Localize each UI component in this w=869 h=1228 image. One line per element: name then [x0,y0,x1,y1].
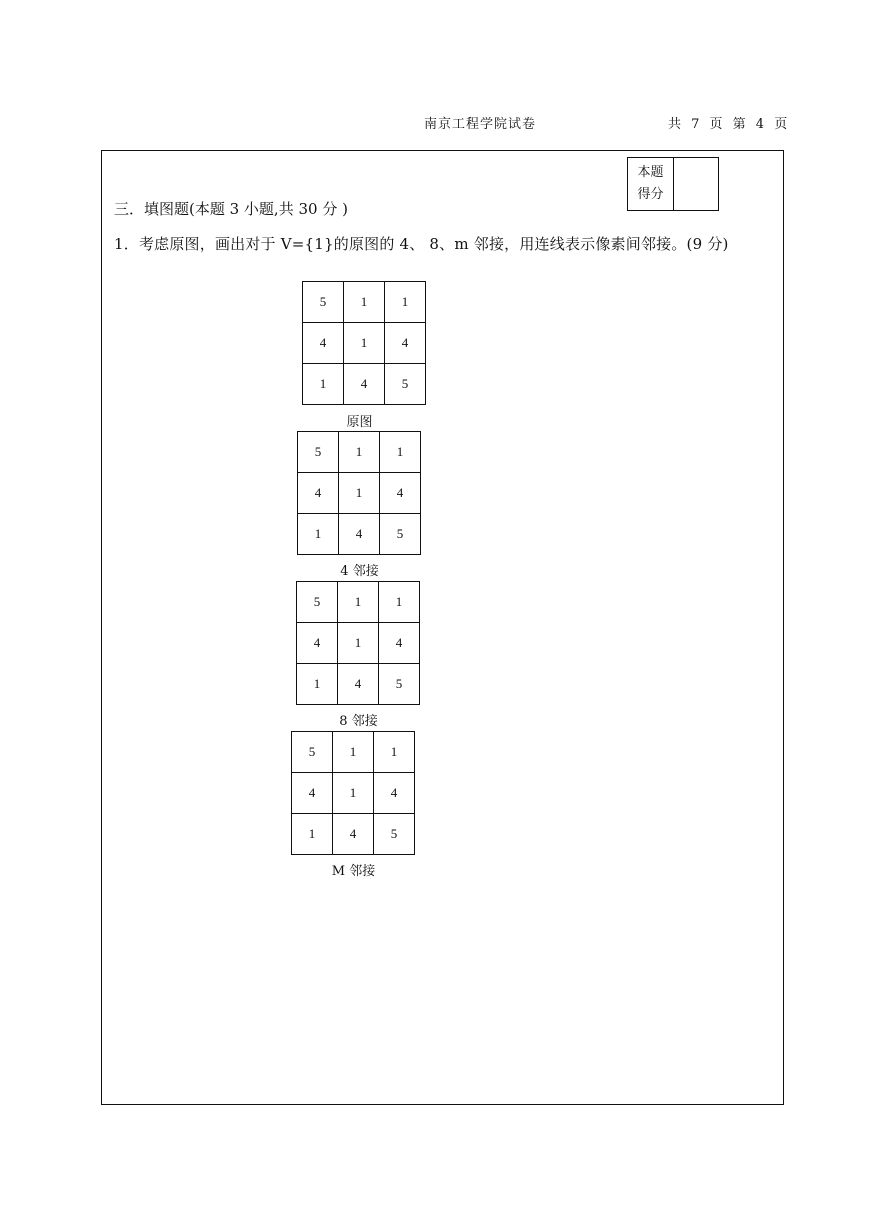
grid-cell: 1 [338,623,379,664]
grid-cell: 1 [379,582,420,623]
grid-row [292,732,415,773]
grid-row [298,473,421,514]
grid-cell: 1 [298,514,339,555]
grid-caption-m-adjacency: M 邻接 [331,864,376,879]
grid-cell: 5 [380,514,421,555]
score-label-line2: 得分 [637,187,664,202]
pixel-grid-8-adjacency [296,581,420,705]
grid-cell: 1 [344,282,385,323]
pixel-grid-m-adjacency [291,731,415,855]
score-label [628,158,674,210]
grid-cell: 5 [374,814,415,855]
section-title: 三．填图题(本题 3 小题,共 30 分 ) [114,200,348,218]
grid-cell: 1 [339,432,380,473]
grid-row [298,432,421,473]
grid-cell: 1 [344,323,385,364]
score-label-line1: 本题 [637,165,664,180]
grid-row [297,664,420,705]
grid-cell: 4 [303,323,344,364]
grid-cell: 4 [333,814,374,855]
grid-cell: 5 [379,664,420,705]
page-number: 共 7 页 第 4 页 [668,117,789,132]
grid-cell: 5 [385,364,426,405]
grid-cell: 1 [339,473,380,514]
grid-cell: 1 [303,364,344,405]
grid-cell: 5 [297,582,338,623]
grid-cell: 4 [379,623,420,664]
grid-cell: 4 [374,773,415,814]
grid-cell: 1 [374,732,415,773]
grid-cell: 4 [292,773,333,814]
grid-cell: 1 [338,582,379,623]
grid-caption-8-adjacency: 8 邻接 [339,714,378,729]
grid-cell: 4 [344,364,385,405]
grid-cell: 5 [298,432,339,473]
question-text: 1．考虑原图，画出对于 V={1}的原图的 4、 8、m 邻接，用连线表示像素间邻接。(9 分) [114,235,729,253]
grid-row [298,514,421,555]
pixel-grid-original [302,281,426,405]
grid-cell: 5 [303,282,344,323]
grid-row [297,582,420,623]
grid-cell: 1 [292,814,333,855]
grid-cell: 4 [298,473,339,514]
grid-cell: 1 [385,282,426,323]
grid-cell: 5 [292,732,333,773]
grid-cell: 4 [297,623,338,664]
grid-cell: 1 [380,432,421,473]
grid-row [303,364,426,405]
grid-row [303,282,426,323]
grid-caption-original: 原图 [346,415,373,430]
grid-cell: 1 [333,732,374,773]
grid-cell: 4 [338,664,379,705]
grid-cell: 4 [385,323,426,364]
grid-row [292,773,415,814]
grid-row [292,814,415,855]
exam-header-title: 南京工程学院试卷 [424,117,537,132]
grid-cell: 4 [380,473,421,514]
grid-cell: 1 [297,664,338,705]
grid-caption-4-adjacency: 4 邻接 [340,564,379,579]
grid-cell: 4 [339,514,380,555]
grid-cell: 1 [333,773,374,814]
score-box [627,157,719,211]
question-frame [101,150,784,1105]
grid-row [297,623,420,664]
grid-row [303,323,426,364]
pixel-grid-4-adjacency [297,431,421,555]
